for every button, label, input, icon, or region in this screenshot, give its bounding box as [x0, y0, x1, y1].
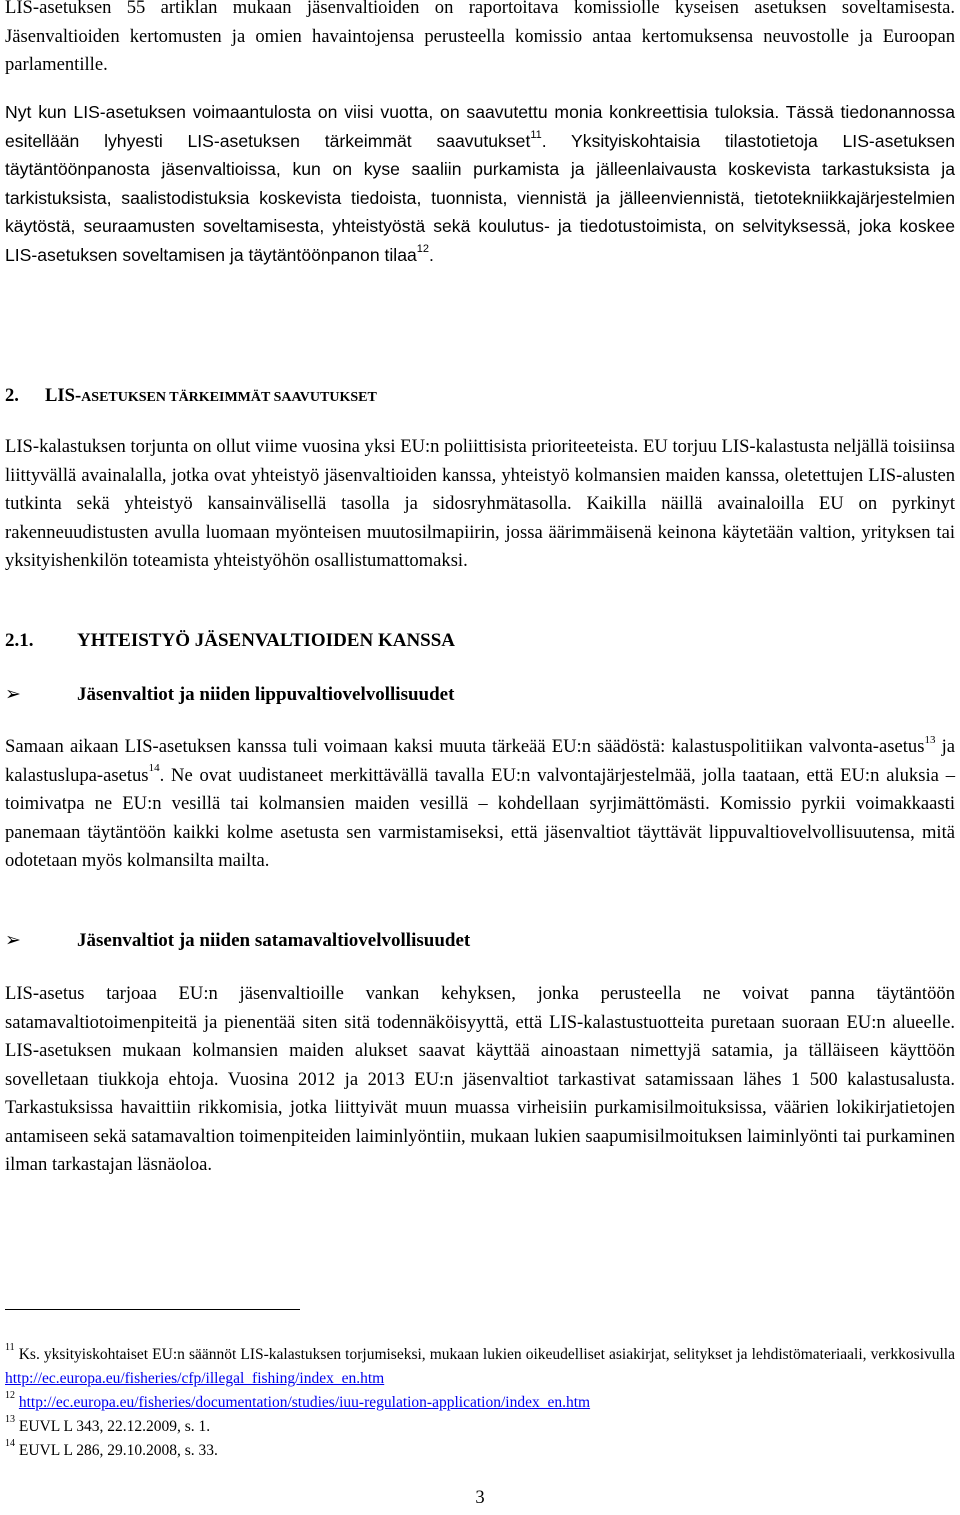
- section-2-1-number: 2.1.: [5, 630, 34, 651]
- footnote-13: [5, 1415, 955, 1439]
- flag-state-text-c: . Ne ovat uudistaneet merkittävällä tavalla EU:n valvontajärjestelmää, jolla taataan, että EU:n aluksia – toimivatpa ne EU:n vesillä tai kolmansien maiden vesillä – kohdellaan syrjimättömästi. Komissio pyrkii voimakkaasti panemaan täytäntöön kaikki kolme asetusta sen varmistamiseksi, että jäsenvaltiot täyttävät lippuvaltiovelvollisuutensa, mitä odotetaan myös kolmansilta mailta.: [5, 764, 955, 871]
- arrow-bullet-icon: ➢: [5, 930, 21, 951]
- achievements-text-c: .: [429, 244, 434, 265]
- footnote-14-number: 14: [5, 1437, 15, 1449]
- footnote-14-text: EUVL L 286, 29.10.2008, s. 33.: [15, 1442, 218, 1459]
- section-2-1-heading: [5, 627, 455, 655]
- footnote-12-link[interactable]: http://ec.europa.eu/fisheries/documentation/studies/iuu-regulation-application/index_en.htm: [18, 1394, 591, 1411]
- footnote-12: [5, 1391, 955, 1415]
- page-number: 3: [475, 1487, 485, 1508]
- port-state-text: LIS-asetus tarjoaa EU:n jäsenvaltioille vankan kehyksen, jonka perusteella ne voivat panna täytäntöön satamavaltiotoimenpiteitä ja pienentää siten sitä todennäköisyyttä, että LIS-kalastustuotteita puretaan suoraan EU:n alueelle. LIS-asetuksen mukaan kolmansien maiden alukset saavat käyttää ainoastaan nimettyjä satamia, ja tälläiseen käyttöön sovelletaan tiukkoja ehtoja. Vuosina 2012 ja 2013 EU:n jäsenvaltiot tarkastivat satamissaan lähes 1 500 kalastusalusta. Tarkastuksissa havaittiin rikkomisia, jotka liittyivät muun muassa virheisiin purkamisilmoituksissa, väärien lokikirjatietojen antamiseen sekä satamavaltion toimenpiteiden laiminlyöntiin, mukaan lukien saapumisilmoituksen laiminlyönti tai purkaminen ilman tarkastajan läsnäoloa.: [5, 983, 955, 1175]
- subsection-port-state-title: Jäsenvaltiot ja niiden satamavaltiovelvollisuudet: [77, 930, 471, 951]
- footnote-11: [5, 1343, 955, 1391]
- section-2-paragraph: [5, 433, 955, 576]
- arrow-bullet-icon: ➢: [5, 684, 21, 705]
- footnote-ref-11[interactable]: 11: [530, 128, 542, 141]
- subsection-flag-state-title: Jäsenvaltiot ja niiden lippuvaltiovelvollisuudet: [77, 684, 455, 705]
- footnote-11-number: 11: [5, 1341, 15, 1353]
- achievements-text-a: Nyt kun LIS-asetuksen voimaantulosta on viisi vuotta, on saavutettu monia konkreettisia tuloksia. Tässä tiedonannossa esitellään lyhyesti LIS-asetuksen tärkeimmät saavutukset: [5, 102, 955, 151]
- footnote-11-link[interactable]: http://ec.europa.eu/fisheries/cfp/illegal_fishing/index_en.htm: [5, 1370, 385, 1387]
- footnote-ref-12[interactable]: 12: [416, 242, 430, 255]
- section-2-heading: [5, 383, 377, 411]
- footnote-13-number: 13: [5, 1413, 15, 1425]
- intro-paragraph: [5, 0, 955, 80]
- footnote-13-text: EUVL L 343, 22.12.2009, s. 1.: [15, 1418, 211, 1435]
- flag-state-paragraph: [5, 733, 955, 876]
- flag-state-text-a: Samaan aikaan LIS-asetuksen kanssa tuli voimaan kaksi muuta tärkeää EU:n säädöstä: kalastuspolitiikan valvonta-asetus: [5, 736, 925, 757]
- section-2-title-rest: ASETUKSEN TÄRKEIMMÄT SAAVUTUKSET: [81, 390, 377, 405]
- subsection-port-state-heading: [5, 927, 470, 955]
- flag-state-text-b: ja kalastuslupa-asetus: [5, 736, 955, 786]
- footnote-11-text: Ks. yksityiskohtaiset EU:n säännöt LIS-kalastuksen torjumiseksi, mukaan lukien oikeudelliset asiakirjat, selitykset ja lehdistömateriaali, verkkosivulla: [14, 1346, 955, 1363]
- achievements-paragraph: [5, 98, 955, 269]
- section-2-number: 2.: [5, 385, 19, 406]
- footnote-14: [5, 1439, 955, 1463]
- port-state-paragraph: [5, 980, 955, 1180]
- footnote-ref-14[interactable]: 14: [148, 762, 160, 775]
- footnote-12-number: 12: [5, 1389, 15, 1401]
- section-2-text: LIS-kalastuksen torjunta on ollut viime vuosina yksi EU:n poliittisista prioriteeteista. EU torjuu LIS-kalastusta neljällä toisiinsa liittyvällä avainalalla, jotka ovat yhteistyö jäsenvaltioiden kanssa, yhteistyö kolmansien maiden kanssa, oletettujen LIS-alusten tutkinta sekä yhteistyö kansainvälisellä tasolla ja sidosryhmätasolla. Kaikilla näillä avainaloilla EU on pyrkinyt rakenneuudistusten avulla luomaan myönteisen muutosilmapiirin, jossa äärimmäisenä keinona käytetään valtion, yrityksen tai yksityishenkilön toteamista yhteistyöhön osallistumattomaksi.: [5, 436, 955, 571]
- footnote-separator: [5, 1309, 300, 1310]
- achievements-text-b: . Yksityiskohtaisia tilastotietoja LIS-asetuksen täytäntöönpanosta jäsenvaltioissa, kun on kyse saaliin purkamista ja jälleenlaivausta koskevista tarkastuksista ja tarkistuksista, saalistodistuksia koskevista tiedoista, tuonnista, viennistä ja jälleenviennistä, tietotekniikkajärjestelmien käytöstä, seuraamusten soveltamisesta, yhteistyöstä sekä koulutus- ja tiedotustoimista, on selvityksessä, joka koskee LIS-asetuksen soveltamisen ja täytäntöönpanon tilaa: [5, 130, 955, 265]
- section-2-title-lis: LIS-: [45, 385, 82, 406]
- footnote-ref-13[interactable]: 13: [924, 733, 936, 746]
- section-2-1-title: YHTEISTYÖ JÄSENVALTIOIDEN KANSSA: [77, 630, 456, 651]
- subsection-flag-state-heading: [5, 681, 454, 709]
- intro-text: LIS-asetuksen 55 artiklan mukaan jäsenvaltioiden on raportoitava komissiolle kyseisen asetuksen soveltamisesta. Jäsenvaltioiden kertomusten ja omien havaintojensa perusteella komissio antaa kertomuksensa neuvostolle ja Euroopan parlamentille.: [5, 0, 955, 75]
